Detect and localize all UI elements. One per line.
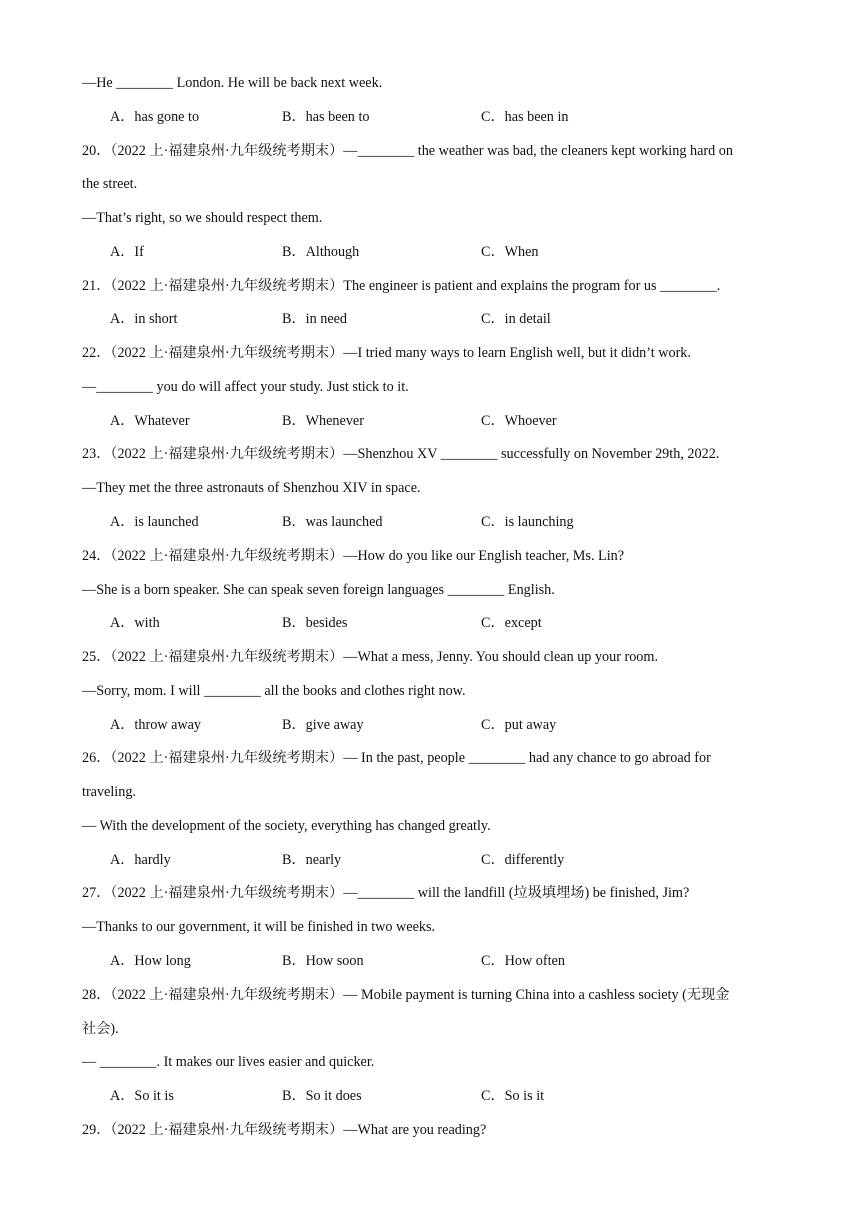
- answer-option: A．is launched: [110, 514, 199, 530]
- answer-option: B．How soon: [282, 953, 364, 970]
- question-line: traveling.: [82, 784, 136, 801]
- question-line: the street.: [82, 176, 138, 193]
- question-stem: 28．（2022 上·福建泉州·九年级统考期末）— Mobile payment is turning China into a cashless society (无现金: [82, 986, 730, 1003]
- answer-option: C．How often: [481, 953, 565, 970]
- answer-option: B．Whenever: [282, 412, 364, 429]
- answer-option: C．has been in: [481, 108, 569, 125]
- answer-option: C．differently: [481, 851, 565, 868]
- answer-option: B．besides: [282, 615, 348, 632]
- question-line: 社会).: [82, 1020, 119, 1037]
- question-stem: 20．（2022 上·福建泉州·九年级统考期末）—________ the weather was bad, the cleaners kept working hard on: [82, 142, 733, 159]
- question-stem: 25．（2022 上·福建泉州·九年级统考期末）—What a mess, Jenny. You should clean up your room.: [82, 649, 658, 666]
- answer-option: B．in need: [282, 311, 348, 328]
- question-stem: 24．（2022 上·福建泉州·九年级统考期末）—How do you like our English teacher, Ms. Lin?: [82, 547, 625, 564]
- question-stem: 27．（2022 上·福建泉州·九年级统考期末）—________ will the landfill (垃圾填埋场) be finished, Jim?: [82, 885, 690, 902]
- answer-option: B．was launched: [282, 514, 383, 530]
- answer-option: A．hardly: [110, 851, 171, 868]
- answer-option: B．nearly: [282, 851, 342, 868]
- answer-option: C．except: [481, 615, 542, 632]
- answer-option: A．in short: [110, 311, 178, 328]
- answer-option: A．with: [110, 615, 160, 632]
- answer-option: C．is launching: [481, 514, 574, 530]
- answer-option: A．If: [110, 243, 144, 260]
- answer-option: A．So it is: [110, 1088, 174, 1105]
- question-line: —Sorry, mom. I will ________ all the books and clothes right now.: [82, 682, 466, 699]
- question-stem: 22．（2022 上·福建泉州·九年级统考期末）—I tried many ways to learn English well, but it didn’t work.: [82, 345, 691, 362]
- question-line: —________ you do will affect your study. Just stick to it.: [82, 378, 409, 395]
- question-line: — With the development of the society, everything has changed greatly.: [82, 817, 491, 834]
- answer-option: C．So is it: [481, 1088, 545, 1105]
- question-line: —She is a born speaker. She can speak seven foreign languages ________ English.: [82, 581, 555, 598]
- question-stem: —He ________ London. He will be back next week.: [82, 75, 383, 91]
- question-line: —Thanks to our government, it will be finished in two weeks.: [82, 919, 436, 936]
- answer-option: A．throw away: [110, 716, 202, 733]
- answer-option: C．When: [481, 243, 539, 260]
- question-stem: 29．（2022 上·福建泉州·九年级统考期末）—What are you reading?: [82, 1121, 487, 1138]
- answer-option: B．give away: [282, 716, 364, 733]
- answer-option: A．Whatever: [110, 412, 190, 429]
- question-stem: 23．（2022 上·福建泉州·九年级统考期末）—Shenzhou XV ________ successfully on November 29th, 2022.: [82, 446, 720, 463]
- answer-option: C．in detail: [481, 311, 551, 328]
- answer-option: A．has gone to: [110, 108, 200, 125]
- answer-option: C．Whoever: [481, 412, 557, 429]
- answer-option: C．put away: [481, 716, 557, 733]
- answer-option: B．Although: [282, 243, 360, 260]
- question-line: —That’s right, so we should respect them.: [82, 210, 323, 227]
- question-stem: 21．（2022 上·福建泉州·九年级统考期末）The engineer is patient and explains the program for us ________.: [82, 277, 721, 294]
- answer-option: B．has been to: [282, 108, 370, 125]
- question-line: —They met the three astronauts of Shenzhou XIV in space.: [82, 480, 421, 497]
- question-stem: 26．（2022 上·福建泉州·九年级统考期末）— In the past, people ________ had any chance to go abroad for: [82, 750, 711, 767]
- question-line: — ________. It makes our lives easier and quicker.: [82, 1054, 375, 1071]
- answer-option: A．How long: [110, 953, 191, 970]
- answer-option: B．So it does: [282, 1088, 362, 1105]
